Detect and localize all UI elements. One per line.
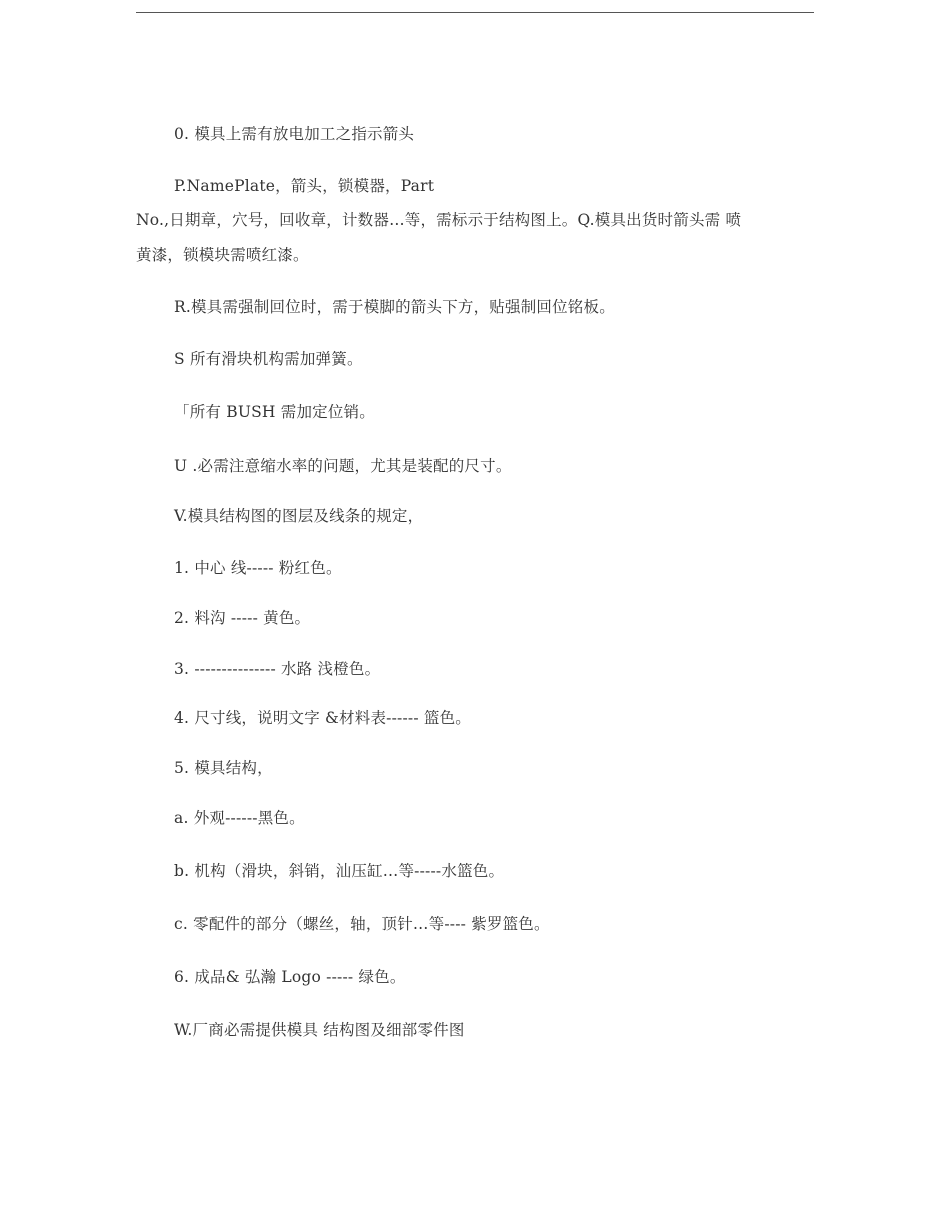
layer-item-5b: b. 机构（滑块，斜销，汕压缸…等-----水篮色。: [174, 862, 505, 880]
item-r: R.模具需强制回位时，需于模脚的箭头下方，贴强制回位铭板。: [174, 298, 615, 316]
item-o: 0. 模具上需有放电加工之指示箭头: [174, 125, 415, 143]
layer-item-3: 3. --------------- 水路 浅橙色。: [174, 660, 381, 678]
item-p-line1: P.NamePlate，箭头，锁模器，Part: [174, 177, 435, 195]
layer-item-4: 4. 尺寸线，说明文字 &材料表------ 篮色。: [174, 709, 471, 727]
item-t: 「所有 BUSH 需加定位销。: [174, 403, 375, 421]
item-p-line2: No.,日期章，穴号，回收章，计数器…等，需标示于结构图上。Q.模具出货时箭头需 喷: [136, 211, 742, 229]
item-w: W.厂商必需提供模具 结构图及细部零件图: [174, 1021, 465, 1039]
item-u: U .必需注意缩水率的问题，尤其是装配的尺寸。: [174, 457, 512, 475]
layer-item-5c: c. 零配件的部分（螺丝，轴，顶针…等---- 紫罗篮色。: [174, 915, 550, 933]
layer-item-5a: a. 外观------黑色。: [174, 809, 305, 827]
header-rule: [136, 12, 814, 13]
layer-item-6: 6. 成品& 弘瀚 Logo ----- 绿色。: [174, 968, 406, 986]
layer-item-5: 5. 模具结构，: [174, 759, 273, 777]
item-s: S 所有滑块机构需加弹簧。: [174, 350, 363, 368]
item-v: V.模具结构图的图层及线条的规定，: [174, 507, 424, 525]
layer-item-2: 2. 料沟 ----- 黄色。: [174, 609, 311, 627]
item-q-line: 黄漆，锁模块需喷红漆。: [136, 246, 309, 264]
layer-item-1: 1. 中心 线----- 粉红色。: [174, 559, 342, 577]
